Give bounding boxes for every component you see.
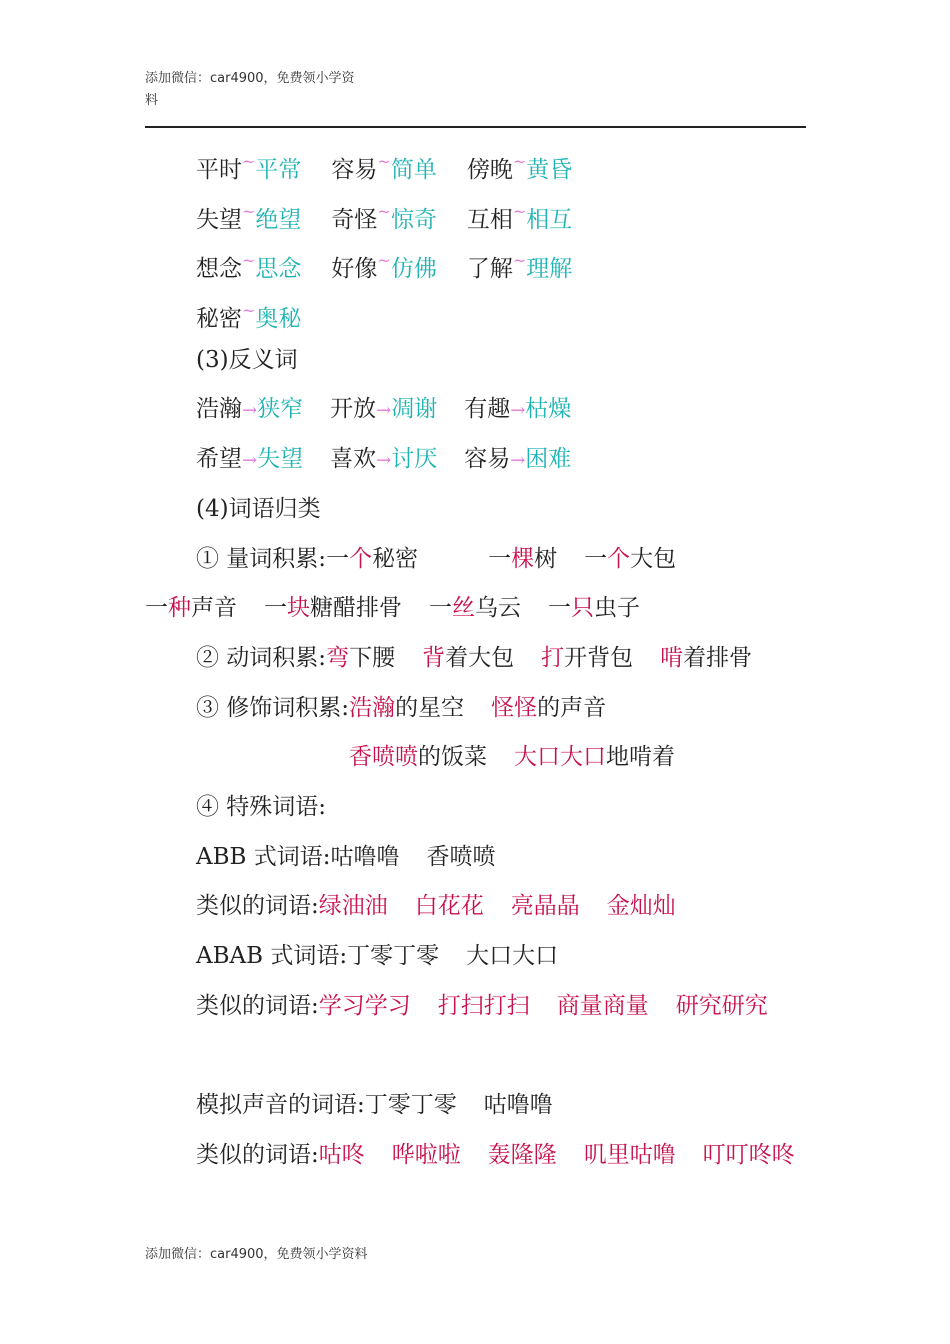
synonym-word: 失望: [196, 206, 242, 233]
measure-text: 糖醋排骨: [310, 595, 402, 622]
measure-word: 个: [607, 545, 631, 572]
synonym-word: 傍晚: [466, 157, 513, 183]
similar-word: 白花花: [414, 893, 484, 920]
synonym-row: [145, 286, 805, 336]
modifier-row: [145, 684, 805, 734]
measure-text: 乌云: [475, 595, 521, 622]
verb-word: 啃: [660, 644, 684, 671]
tilde-mark: ~: [242, 201, 256, 221]
similar-label: 类似的词语:: [196, 1141, 319, 1168]
antonym-answer: 狭窄: [257, 396, 304, 423]
synonym-word: 了解: [466, 256, 513, 283]
synonym-answer: 奥秘: [255, 306, 302, 333]
modifier-text: 的星空: [395, 694, 465, 721]
verb-text: 着大包: [445, 644, 515, 671]
special-heading: ④ 特殊词语:: [196, 793, 327, 820]
verb-word: 弯: [326, 644, 350, 671]
synonym-answer: 绝望: [255, 206, 302, 233]
similar-word: 研究研究: [675, 992, 768, 1019]
antonym-word: 喜欢: [330, 446, 377, 473]
arrow-icon: →: [510, 450, 526, 472]
antonym-row: [145, 385, 805, 435]
antonym-answer: 凋谢: [391, 396, 438, 423]
tilde-mark: ~: [242, 301, 256, 321]
measure-word: 棵: [511, 545, 535, 572]
tilde-mark: ~: [512, 201, 527, 221]
abab-item: 丁零丁零: [347, 943, 440, 969]
measure-word: 丝: [452, 595, 475, 622]
synonym-word: 想念: [196, 256, 242, 283]
synonym-answer: 惊奇: [390, 206, 437, 233]
measure-text: 一: [145, 595, 168, 622]
tilde-mark: ~: [512, 251, 527, 271]
abb-similar-row: [145, 882, 805, 932]
header-note: [145, 68, 395, 112]
tilde-mark: ~: [377, 152, 391, 171]
synonym-word: 好像: [331, 256, 378, 283]
modifier-word: 香喷喷: [349, 744, 418, 771]
abb-item: 咕噜噜: [330, 843, 400, 870]
sound-row: [145, 1081, 805, 1131]
antonym-answer: 困难: [525, 446, 572, 473]
header-note-line1: 添加微信：car4900，免费领小学资: [145, 71, 355, 86]
classify-heading: (4)词语归类: [196, 495, 321, 522]
synonym-row: [145, 236, 805, 286]
tilde-mark: ~: [377, 251, 391, 271]
arrow-icon: →: [376, 450, 392, 472]
tilde-mark: ~: [242, 251, 256, 271]
measure-row: [145, 584, 805, 634]
verb-row: [145, 634, 805, 684]
measure-word: 种: [168, 595, 191, 622]
similar-label: 类似的词语:: [196, 893, 319, 920]
measure-text: 一: [548, 595, 571, 622]
similar-word: 叮叮咚咚: [702, 1141, 795, 1168]
measure-label: ① 量词积累:: [196, 545, 327, 572]
abb-label: ABB 式词语:: [196, 843, 331, 870]
verb-word: 打: [541, 644, 565, 671]
antonym-word: 开放: [330, 396, 377, 423]
sound-item: 咕噜噜: [483, 1092, 553, 1119]
verb-text: 开背包: [564, 644, 634, 671]
similar-word: 亮晶晶: [510, 893, 580, 920]
antonym-answer: 讨厌: [391, 446, 438, 473]
measure-text: 一: [264, 595, 287, 622]
synonym-word: 秘密: [196, 306, 242, 333]
modifier-text: 的声音: [537, 694, 607, 721]
abab-row: [145, 932, 805, 982]
antonym-row: [145, 435, 805, 485]
modifier-text: 地啃着: [606, 744, 675, 771]
abab-item: 大口大口: [466, 943, 559, 969]
sound-label: 模拟声音的词语:: [196, 1092, 365, 1119]
antonym-word: 容易: [464, 446, 511, 473]
verb-text: 着排骨: [683, 644, 753, 671]
tilde-mark: ~: [512, 152, 527, 171]
sound-similar-row: [145, 1131, 846, 1230]
synonym-word: 互相: [466, 206, 513, 233]
modifier-word: 大口大口: [514, 744, 606, 771]
similar-word: 叽里咕噜: [583, 1141, 676, 1168]
header-divider: [145, 126, 806, 128]
synonym-word: 奇怪: [331, 206, 378, 233]
antonym-answer: 失望: [257, 446, 304, 473]
measure-word: 只: [571, 595, 594, 622]
antonym-word: 有趣: [464, 396, 511, 423]
modifier-row: [145, 733, 805, 783]
measure-text: 大包: [630, 545, 677, 572]
abb-item: 香喷喷: [426, 843, 496, 870]
measure-text: 一: [429, 595, 452, 622]
modifier-text: 的饭菜: [418, 744, 487, 771]
header-note-line2: 料: [145, 93, 159, 108]
footer-note: 添加微信：car4900，免费领小学资料: [145, 1247, 368, 1262]
antonym-word: 浩瀚: [196, 396, 242, 423]
similar-word: 学习学习: [318, 992, 411, 1019]
arrow-icon: →: [376, 400, 392, 422]
synonym-answer: 思念: [255, 256, 302, 283]
synonym-row: [145, 187, 805, 237]
antonym-word: 希望: [196, 446, 242, 473]
measure-text: 虫子: [594, 595, 640, 622]
modifier-word: 浩瀚: [349, 694, 396, 721]
measure-text: 树: [534, 545, 558, 572]
measure-word: 个: [349, 545, 373, 572]
verb-text: 下腰: [349, 644, 396, 671]
measure-row: [145, 535, 805, 585]
synonym-answer: 相互: [526, 206, 573, 233]
synonym-row: [145, 137, 805, 187]
tilde-mark: ~: [242, 152, 256, 171]
tilde-mark: ~: [377, 201, 391, 221]
similar-word: 金灿灿: [606, 893, 676, 920]
measure-text: 一: [488, 545, 512, 572]
similar-word: 咕咚: [318, 1141, 365, 1168]
synonym-answer: 黄昏: [526, 157, 573, 183]
measure-text: 一: [584, 545, 608, 572]
sound-item: 丁零丁零: [364, 1092, 457, 1119]
arrow-icon: →: [242, 450, 258, 472]
synonym-word: 平时: [196, 157, 242, 183]
arrow-icon: →: [510, 400, 526, 422]
measure-text: 秘密: [372, 545, 419, 572]
similar-word: 商量商量: [556, 992, 649, 1019]
verb-word: 背: [422, 644, 446, 671]
modifier-word: 怪怪: [491, 694, 538, 721]
abb-row: [145, 833, 805, 883]
synonym-answer: 理解: [526, 256, 573, 283]
synonym-word: 容易: [331, 157, 378, 183]
document-body: [145, 137, 805, 1230]
abab-similar-row: [145, 982, 846, 1081]
abab-label: ABAB 式词语:: [196, 943, 348, 969]
similar-label: 类似的词语:: [196, 992, 319, 1019]
synonym-answer: 平常: [255, 157, 302, 183]
antonym-answer: 枯燥: [525, 396, 572, 423]
similar-word: 绿油油: [318, 893, 388, 920]
measure-text: 一: [326, 545, 350, 572]
similar-word: 哗啦啦: [391, 1141, 461, 1168]
synonym-answer: 仿佛: [390, 256, 437, 283]
similar-word: 打扫打扫: [437, 992, 530, 1019]
verb-label: ② 动词积累:: [196, 644, 327, 671]
measure-word: 块: [287, 595, 310, 622]
modifier-label: ③ 修饰词积累:: [196, 694, 350, 721]
synonym-answer: 简单: [390, 157, 437, 183]
arrow-icon: →: [242, 400, 258, 422]
measure-text: 声音: [191, 595, 237, 622]
similar-word: 轰隆隆: [487, 1141, 557, 1168]
antonym-heading: (3)反义词: [196, 346, 298, 373]
